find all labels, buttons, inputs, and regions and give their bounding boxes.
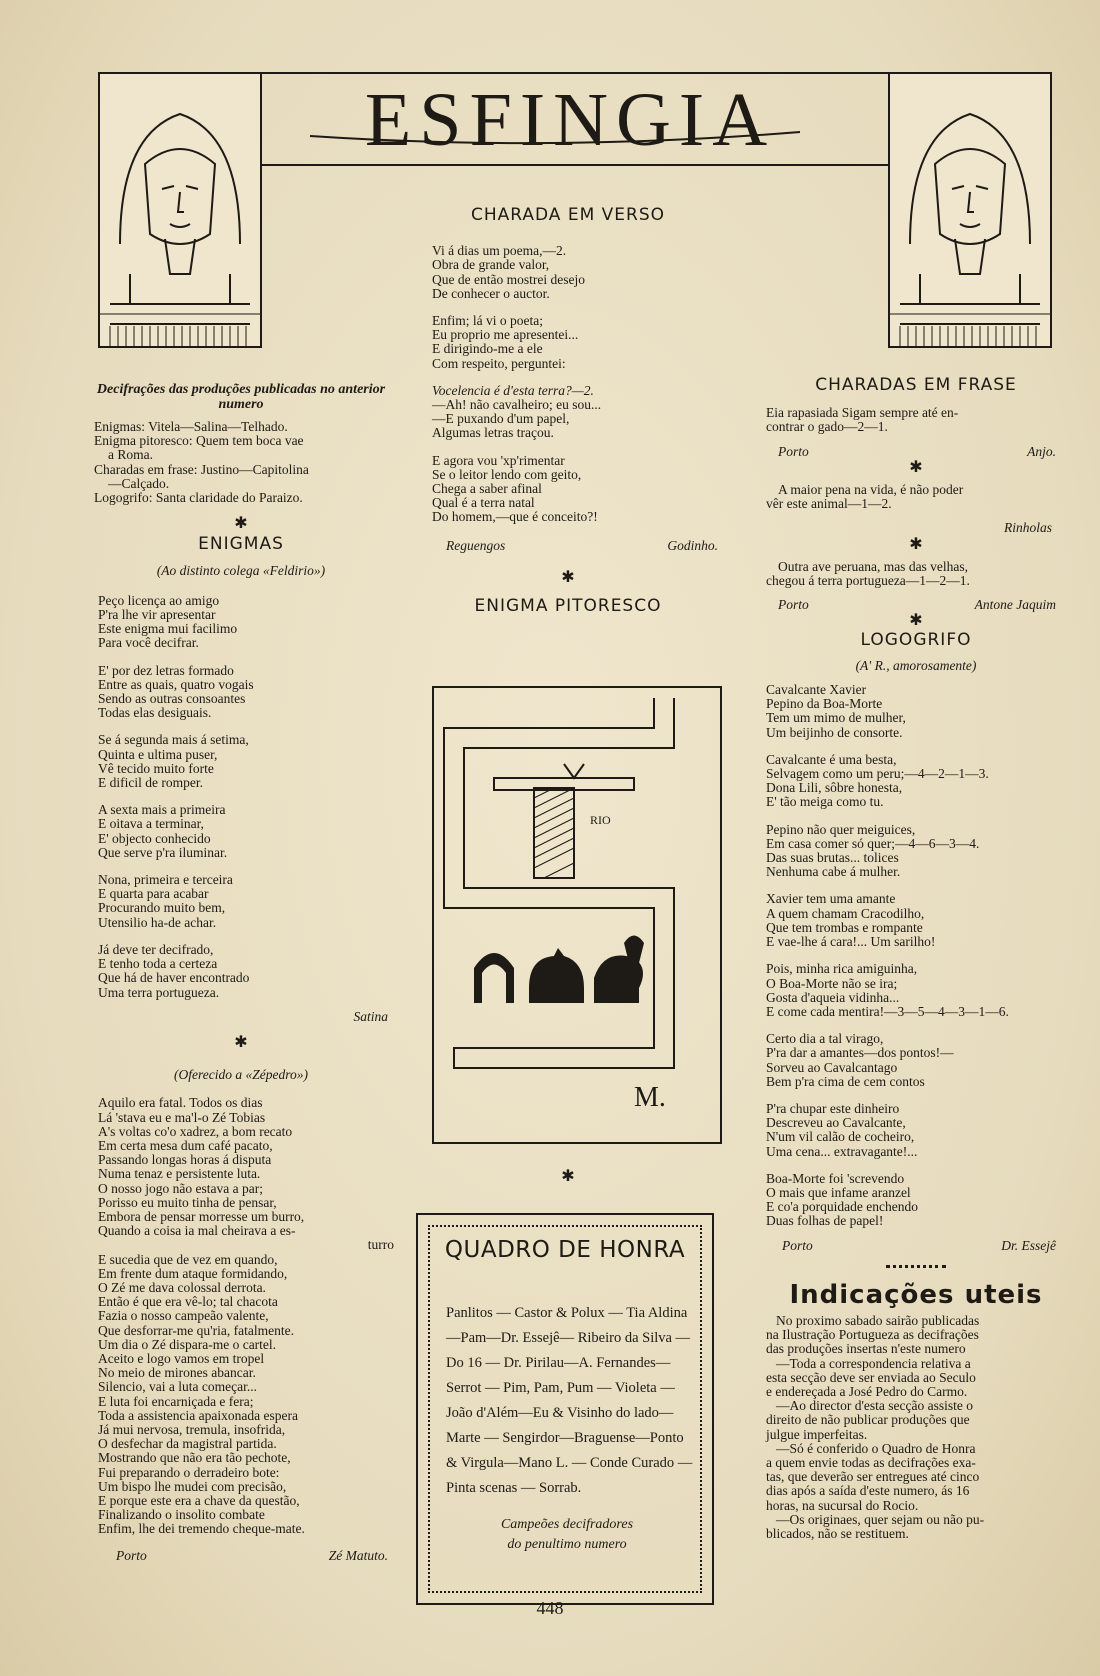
poem-line: E tenho toda a certeza (98, 956, 218, 972)
sphinx-illustration-left (98, 72, 262, 348)
charada-frase-2 (766, 483, 1066, 511)
poem-line: Qual é a terra natal (432, 495, 535, 511)
charada-frase-3 (766, 560, 1066, 588)
poem-line: O Zé me dava colossal derrota. (98, 1279, 266, 1295)
author-signature: Antone Jaquim (974, 597, 1056, 613)
poem-line: Cavalcante é uma besta, (766, 751, 897, 767)
poem-line: Selvagem como um peru;—4—2—1—3. (766, 766, 989, 782)
star-divider: ✱ (234, 515, 248, 533)
enigma-pitoresco-frame (432, 686, 722, 1144)
enigmas-title: ENIGMAS (198, 534, 284, 555)
text-line: contrar o gado—2—1. (766, 419, 888, 435)
poem-line: Bem p'ra cima de cem contos (766, 1073, 925, 1089)
text-line: na Ilustração Portugueza as decifrações (766, 1327, 979, 1343)
poem-line: Quinta e ultima puser, (98, 746, 218, 762)
poem-line: E dirigindo-me a ele (432, 341, 543, 357)
stanza (98, 803, 406, 860)
poem-line: Nenhuma cabe á mulher. (766, 864, 901, 880)
place-label: Porto (778, 443, 809, 459)
poem-line: Então é que era vê-lo; tal chacota (98, 1294, 278, 1310)
sphinx-illustration-right (888, 72, 1052, 348)
indicacoes-text (766, 1314, 1066, 1541)
poem-line: Procurando muito bem, (98, 900, 226, 916)
poem-line: Mostrando que não era tão pechote, (98, 1450, 291, 1466)
stanza (432, 244, 718, 301)
decifracao-line: Enigma pitoresco: Quem tem boca vae (94, 433, 304, 449)
text-line: horas, na sucursal do Rocio. (766, 1497, 919, 1513)
text-line: direito de não publicar produções que (766, 1412, 970, 1428)
logogrifo-poem (766, 683, 1066, 1229)
stanza (766, 753, 1066, 810)
stanza (432, 384, 718, 441)
right-column (766, 375, 1066, 1541)
star-divider: ✱ (561, 568, 575, 586)
text-line: vêr este animal—1—2. (766, 496, 892, 512)
poem-line: Enfim; lá vi o poeta; (432, 313, 543, 329)
poem-line: Pois, minha rica amiguinha, (766, 961, 918, 977)
poem-line: Gosta d'aqueia vidinha... (766, 989, 900, 1005)
author-signature: Dr. Essejê (1001, 1237, 1056, 1253)
poem-line: Todas elas desiguais. (98, 705, 212, 721)
poem-line: O Boa-Morte não se ira; (766, 975, 898, 991)
left-column (76, 382, 406, 1563)
poem-line: E quarta para acabar (98, 886, 209, 902)
poem-line: E vae-lhe á cara!... Um sarilho! (766, 934, 936, 950)
poem-line: Com respeito, perguntei: (432, 355, 566, 371)
stanza (766, 823, 1066, 880)
author-signature: Godinho. (667, 537, 718, 553)
text-line: tas, que deverão ser entregues até cinco (766, 1469, 980, 1485)
section-divider (886, 1265, 946, 1268)
poem-line: O mais que infame aranzel (766, 1184, 911, 1200)
stanza (766, 962, 1066, 1019)
stanza (98, 664, 406, 721)
poem-line: Em frente dum ataque formidando, (98, 1265, 288, 1281)
poem-line: E' tão meiga como tu. (766, 794, 884, 810)
poem-line: P'ra lhe vir apresentar (98, 607, 216, 623)
author-signature: Anjo. (1027, 443, 1056, 459)
masthead-title: ESFINGIA (364, 78, 776, 162)
charada-frase-1 (766, 406, 1066, 434)
poem-line: Porisso eu muito tinha de pensar, (98, 1194, 277, 1210)
text-line: esta secção deve ser enviada ao Seculo (766, 1369, 976, 1385)
text-line: dias após a saída d'este numero, ás 16 (766, 1483, 970, 1499)
poem-line: Já deve ter decifrado, (98, 941, 214, 957)
logogrifo-title: LOGOGRIFO (860, 629, 972, 650)
star-divider: ✱ (909, 458, 923, 476)
place-label: Porto (782, 1237, 813, 1253)
poem-line: —E puxando d'um papel, (432, 411, 570, 427)
decifracao-line: a Roma. (108, 447, 153, 463)
poem-line: Utensilio ha-de achar. (98, 914, 217, 930)
poem-line: Que tem trombas e rompante (766, 919, 923, 935)
poem-line: E agora vou 'xp'rimentar (432, 452, 565, 468)
poem-line: Finalizando o insolito combate (98, 1507, 265, 1523)
poem-line: Um bispo lhe mudei com precisão, (98, 1478, 287, 1494)
enigma2-poem (76, 1096, 406, 1536)
poem-line: Este enigma mui facilimo (98, 621, 238, 637)
indicacoes-title: Indicações uteis (789, 1279, 1043, 1310)
frase2-signature: Rinholas (1003, 520, 1052, 536)
author-signature: Zé Matuto. (328, 1547, 388, 1563)
poem-line: E porque este era a chave da questão, (98, 1493, 300, 1508)
place-label: Porto (778, 597, 809, 613)
picture-puzzle-image (434, 688, 720, 1142)
poem-line: Embora de pensar morresse um burro, (98, 1208, 305, 1224)
poem-line: O desfechar da magistral partida. (98, 1436, 277, 1452)
stanza (766, 892, 1066, 949)
text-line: Outra ave peruana, mas das velhas, (778, 558, 969, 574)
poem-line: Em certa mesa dum café pacato, (98, 1137, 273, 1153)
poem-line: E dificil de romper. (98, 775, 203, 791)
decifracao-line: Charadas em frase: Justino—Capitolina (94, 461, 309, 477)
star-divider: ✱ (909, 612, 923, 630)
logogrifo-dedication: (A' R., amorosamente) (855, 657, 977, 673)
poem-line: turro (367, 1237, 394, 1253)
poem-line: Descreveu ao Cavalcante, (766, 1115, 906, 1131)
stanza (98, 943, 406, 1000)
poem-line: Quando a coisa ia mal cheirava a es- (98, 1223, 296, 1239)
poem-line: Que desforrar-me qu'ria, fatalmente. (98, 1322, 294, 1338)
decifracoes-list (76, 420, 406, 505)
text-line: blicados, não se restituem. (766, 1526, 909, 1541)
poem-line: Se á segunda mais á setima, (98, 732, 249, 748)
frase3-signature-row (766, 598, 1066, 612)
charadas-frase-title: CHARADAS EM FRASE (815, 375, 1017, 395)
honor-title: QUADRO DE HONRA (444, 1237, 686, 1263)
stanza (766, 1172, 1066, 1229)
poem-line: Um dia o Zé dispara-me o cartel. (98, 1336, 277, 1352)
enigma2-signature-row (76, 1549, 406, 1563)
charada-signature-row (418, 539, 718, 553)
text-line: A maior pena na vida, é não poder (778, 482, 964, 498)
poem-line: P'ra chupar este dinheiro (766, 1100, 900, 1116)
stanza (766, 1032, 1066, 1089)
poem-line: Um beijinho de consorte. (766, 724, 903, 740)
poem-line: Que de então mostrei desejo (432, 271, 585, 287)
poem-line: E' por dez letras formado (98, 662, 234, 678)
text-line: julgue imperfeitas. (766, 1426, 868, 1442)
poem-line: A sexta mais a primeira (98, 802, 226, 818)
poem-line: No meio de mirones abancar. (98, 1365, 256, 1381)
text-line: a quem envie todas as decifrações exa- (766, 1454, 976, 1470)
poem-line: Em casa comer só quer;—4—6—3—4. (766, 835, 980, 851)
poem-line: Fazia o nosso campeão valente, (98, 1308, 269, 1324)
poem-line: Cavalcante Xavier (766, 682, 867, 698)
poem-line: Passando longas horas á disputa (98, 1152, 272, 1168)
text-line: No proximo sabado sairão publicadas (776, 1312, 980, 1328)
poem-line: E' objecto conhecido (98, 830, 211, 846)
enigma2-dedication: (Oferecido a «Zépedro») (174, 1067, 308, 1083)
poem-line: Lá 'stava eu e ma'l-o Zé Tobias (98, 1109, 266, 1125)
star-divider: ✱ (909, 535, 923, 553)
poem-line: Obra de grande valor, (432, 257, 550, 273)
poem-line: Nona, primeira e terceira (98, 872, 233, 888)
poem-line: Numa tenaz e persistente luta. (98, 1166, 261, 1182)
text-line: —Os originaes, quer sejam ou não pu- (776, 1511, 985, 1527)
poem-line: Duas folhas de papel! (766, 1213, 884, 1229)
poem-line: Silencio, vai a luta começar... (98, 1379, 257, 1395)
poem-line: Fui preparando o derradeiro bote: (98, 1464, 280, 1480)
poem-line: Tem um mimo de mulher, (766, 710, 906, 726)
stanza (766, 1102, 1066, 1159)
poem-line: Xavier tem uma amante (766, 891, 896, 907)
enigma1-poem (76, 594, 406, 1000)
middle-column (418, 205, 718, 617)
poem-line: Sendo as outras consoantes (98, 691, 246, 707)
stanza (766, 683, 1066, 740)
sphinx-icon (890, 74, 1050, 346)
poem-line: Dona Lili, sôbre honesta, (766, 780, 903, 796)
poem-line: A's voltas co'o xadrez, a bom recato (98, 1123, 293, 1139)
stanza (98, 733, 406, 790)
text-line: das produções insertas n'este numero (766, 1341, 966, 1357)
artist-monogram: M. (634, 1082, 666, 1113)
poem-line: E oitava a terminar, (98, 816, 204, 832)
honor-footer (438, 1515, 696, 1555)
text-line: —Só é conferido o Quadro de Honra (776, 1440, 976, 1456)
poem-line: Que há de haver encontrado (98, 970, 250, 986)
poem-line: E luta foi encarniçada e fera; (98, 1393, 254, 1409)
sphinx-icon (100, 74, 260, 346)
poem-line: E sucedia que de vez em quando, (98, 1251, 278, 1267)
poem-line: Para você decifrar. (98, 635, 199, 651)
poem-line: A quem chamam Cracodilho, (766, 905, 925, 921)
poem-line: N'um vil calão de cocheiro, (766, 1129, 915, 1145)
decifracao-line: Enigmas: Vitela—Salina—Telhado. (94, 419, 288, 434)
poem-line: Uma cena... extravagante!... (766, 1143, 918, 1159)
honor-names: Panlitos — Castor & Polux — Tia Aldina—Pam—Dr. Essejê— Ribeiro da Silva — Do 16 — Dr. Pirilau—A. Fernandes—Serrot — Pim, Pam, Pum — Violeta — João d'Além—Eu & Visinho do lado—Marte — Sengirdor—Braguense—Ponto & Virgula—Mano L. — Conde Curado — Pinta scenas — Sorrab. (446, 1305, 693, 1496)
poem-line: Pepino não quer meiguices, (766, 821, 916, 837)
poem-line: Entre as quais, quatro vogais (98, 676, 254, 692)
frase1-signature-row (766, 445, 1066, 459)
poem-line: De conhecer o auctor. (432, 285, 550, 301)
enigma1-signature: Satina (353, 1008, 388, 1024)
poem-line: Chega a saber afinal (432, 481, 542, 497)
poem-line: Do homem,—que é conceito?! (432, 509, 598, 525)
poem-line: Certo dia a tal virago, (766, 1031, 884, 1047)
enigma1-dedication: (Ao distinto colega «Feldirio») (156, 562, 326, 578)
poem-line: Já mui nervosa, tremula, insofrida, (98, 1421, 286, 1437)
poem-line: Eu proprio me apresentei... (432, 327, 579, 343)
decifracao-line: —Calçado. (108, 475, 170, 491)
stanza (98, 594, 406, 651)
enigma-pitoresco-title: ENIGMA PITORESCO (474, 596, 662, 617)
poem-line: Peço licença ao amigo (98, 592, 220, 608)
poem-line: Se o leitor lendo com geito, (432, 466, 582, 482)
charada-verso-title: CHARADA EM VERSO (470, 205, 666, 225)
text-line: Eia rapasiada Sigam sempre até en- (766, 405, 959, 421)
poem-line: Vocelencia é d'esta terra?—2. (432, 382, 594, 398)
poem-line: P'ra dar a amantes—dos pontos!— (766, 1045, 954, 1061)
poem-line: Uma terra portugueza. (98, 984, 220, 1000)
place-label: Reguengos (446, 537, 506, 553)
poem-line: Das suas brutas... tolices (766, 850, 899, 866)
poem-line: Algumas letras traçou. (432, 425, 554, 441)
poem-line: O nosso jogo não estava a par; (98, 1180, 263, 1196)
stanza (432, 454, 718, 525)
decifracao-line: Logogrifo: Santa claridade do Paraizo. (94, 490, 303, 506)
honor-footer-line: do penultimo numero (507, 1537, 627, 1552)
stanza (432, 314, 718, 371)
text-line: —Toda a correspondencia relativa a (776, 1355, 971, 1371)
poem-line: —Ah! não cavalheiro; eu sou... (432, 397, 602, 413)
poem-line: Enfim, lhe dei tremendo cheque-mate. (98, 1521, 305, 1537)
poem-line: Sorveu ao Cavalcantago (766, 1059, 898, 1075)
star-divider: ✱ (234, 1033, 248, 1051)
text-line: e endereçada a José Pedro do Carmo. (766, 1383, 968, 1399)
honor-footer-line: Campeões decifradores (500, 1517, 634, 1532)
poem-line: Vi á dias um poema,—2. (432, 243, 567, 259)
poem-line: E co'a porquidade enchendo (766, 1199, 918, 1215)
poem-line: Vê tecido muito forte (98, 760, 214, 776)
text-line: chegou á terra portugueza—1—2—1. (766, 573, 970, 589)
logogrifo-signature-row (766, 1239, 1066, 1253)
poem-line: Que serve p'ra iluminar. (98, 844, 228, 860)
poem-line: E come cada mentira!—3—5—4—3—1—6. (766, 1003, 1009, 1019)
poem-line: Aceito e logo vamos em tropel (98, 1350, 265, 1366)
masthead-flourish (300, 126, 820, 150)
page-number: 448 (536, 1598, 564, 1618)
poem-line: Pepino da Boa-Morte (766, 696, 883, 712)
puzzle-label-rio: RIO (590, 813, 611, 827)
quadro-de-honra-box (416, 1213, 714, 1605)
star-divider: ✱ (561, 1166, 575, 1185)
stanza (98, 873, 406, 930)
poem-line: Aquilo era fatal. Todos os dias (98, 1095, 263, 1111)
charada-poem (418, 244, 718, 524)
text-line: —Ao director d'esta secção assiste o (776, 1398, 973, 1414)
poem-line: Toda a assistencia apaixonada espera (98, 1407, 298, 1423)
place-label: Porto (116, 1547, 147, 1563)
poem-line: Boa-Morte foi 'screvendo (766, 1170, 905, 1186)
decifracoes-heading: Decifrações das produções publicadas no anterior numero (96, 382, 386, 412)
